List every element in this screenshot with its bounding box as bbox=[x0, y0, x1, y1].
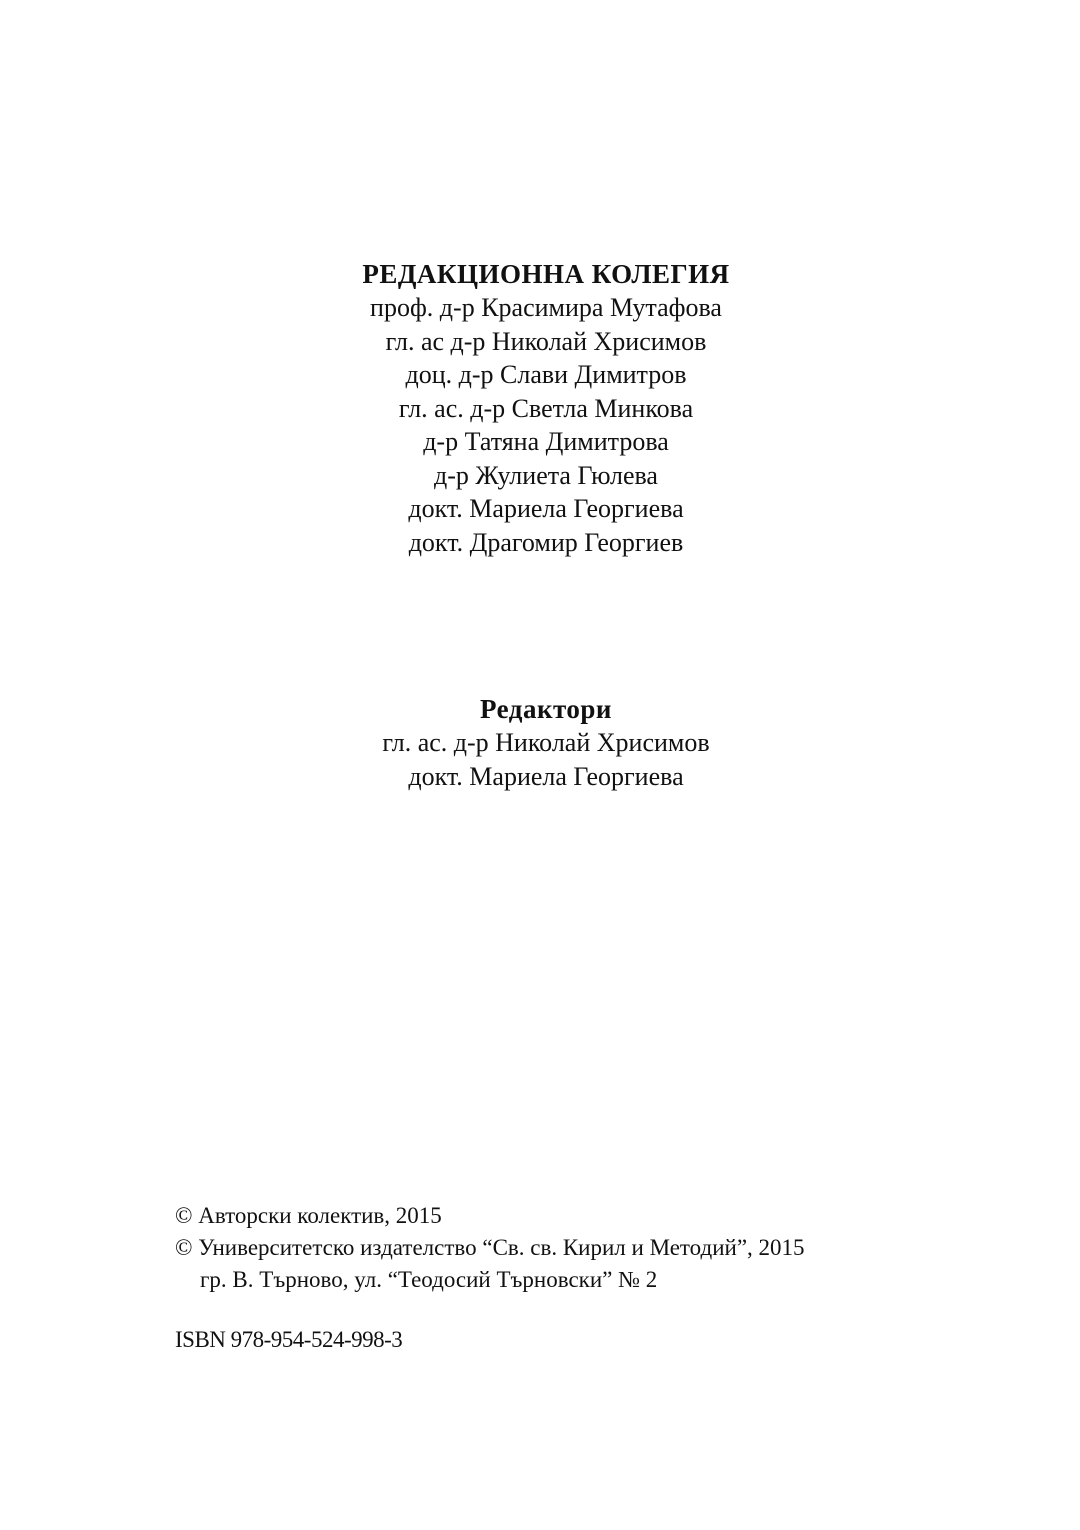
copyright-block bbox=[175, 1200, 805, 1296]
board-member: доц. д-р Слави Димитров bbox=[405, 360, 687, 389]
editors-heading: Редактори bbox=[480, 694, 612, 724]
publisher-address: гр. В. Търново, ул. “Теодосий Търновски” № 2 bbox=[200, 1267, 658, 1292]
board-member: гл. ас д-р Николай Хрисимов bbox=[385, 326, 707, 356]
editors-section bbox=[0, 693, 1080, 793]
editorial-board-heading: РЕДАКЦИОННА КОЛЕГИЯ bbox=[362, 259, 730, 289]
copyright-authors: © Авторски колектив, 2015 bbox=[175, 1203, 442, 1228]
board-member: докт. Драгомир Георгиев bbox=[408, 527, 684, 557]
board-member: гл. ас. д-р Светла Минкова bbox=[398, 393, 694, 423]
board-member: д-р Татяна Димитрова bbox=[423, 427, 669, 456]
copyright-publisher: © Университетско издателство “Св. св. Кирил и Методий”, 2015 bbox=[175, 1235, 805, 1260]
board-member: докт. Мариела Георгиева bbox=[408, 494, 684, 523]
board-member: д-р Жулиета Гюлева bbox=[434, 460, 658, 490]
isbn-number: ISBN 978-954-524-998-3 bbox=[175, 1327, 403, 1352]
editor-name: гл. ас. д-р Николай Хрисимов bbox=[382, 728, 710, 757]
editorial-board-section bbox=[0, 258, 1080, 559]
editor-name: докт. Мариела Георгиева bbox=[408, 761, 684, 791]
board-member: проф. д-р Красимира Мутафова bbox=[370, 293, 722, 322]
